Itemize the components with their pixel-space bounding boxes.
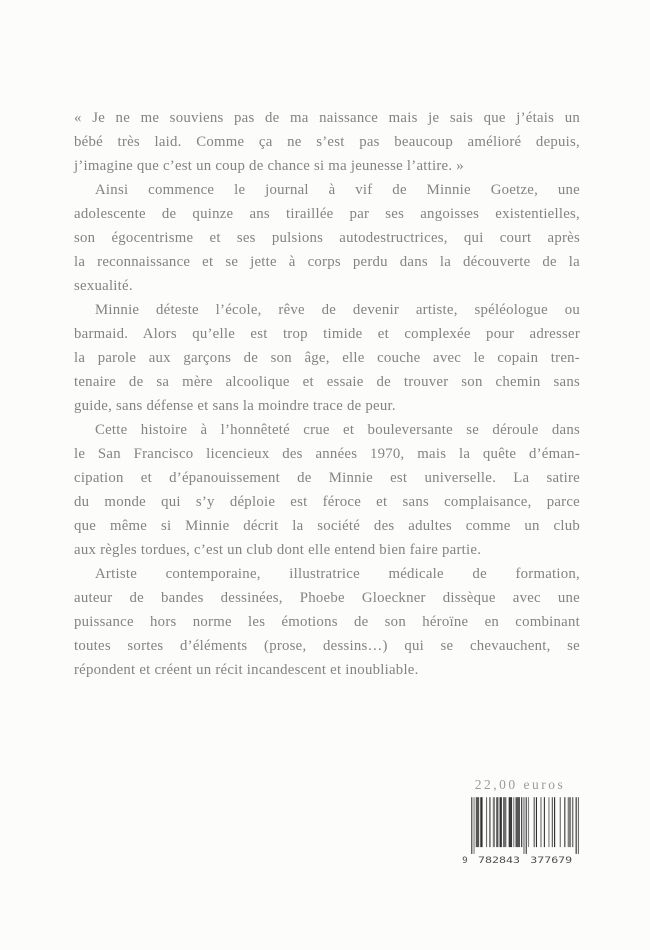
barcode-bar — [523, 797, 524, 854]
barcode-bar — [576, 797, 577, 854]
price-label: 22,00 euros — [474, 777, 566, 792]
barcode-bar — [534, 797, 535, 847]
text-line: que même si Minnie décrit la société des adultes comme un club — [74, 518, 580, 534]
text-line: la parole aux garçons de son âge, elle couche avec le copain tren- — [74, 350, 580, 366]
barcode-bar — [480, 797, 482, 847]
barcode-bar — [513, 797, 514, 847]
barcode-digits: 782843 — [478, 856, 520, 866]
text-line: « Je ne me souviens pas de ma naissance mais je sais que j’étais un — [74, 110, 580, 126]
text-line: Artiste contemporaine, illustratrice médicale de formation, — [95, 566, 580, 582]
barcode-bar — [486, 797, 487, 847]
barcode-bar — [500, 797, 502, 847]
text-line: cipation et d’épanouissement de Minnie est universelle. La satire — [74, 470, 580, 486]
text-line: répondent et créent un récit incandescent et inoubliable. — [74, 662, 419, 678]
text-line: j’imagine que c’est un coup de chance si ma jeunesse l’attire. » — [74, 158, 464, 174]
barcode-bar — [568, 797, 571, 847]
barcode-bar — [473, 797, 474, 854]
ean13-barcode — [458, 797, 582, 870]
barcode-bar — [536, 797, 537, 847]
ean13-barcode-graphic — [461, 797, 579, 870]
text-line: puissance hors norme les émotions de son héroïne en combinant — [74, 614, 580, 630]
barcode-bar — [496, 797, 498, 847]
price-barcode-block — [458, 777, 582, 870]
barcode-bar — [540, 797, 541, 847]
barcode-bar — [515, 797, 520, 847]
barcode-bar — [560, 797, 561, 847]
barcode-bar — [572, 797, 573, 847]
text-line: sexualité. — [74, 278, 133, 294]
text-line: Cette histoire à l’honnêteté crue et bouleversante se déroule dans — [95, 422, 580, 438]
barcode-bar — [544, 797, 545, 847]
barcode-bar — [564, 797, 565, 847]
text-line: toutes sortes d’éléments (prose, dessins…) qui se chevauchent, se — [74, 638, 580, 654]
barcode-bar — [471, 797, 472, 854]
barcode-bar — [521, 797, 522, 847]
barcode-digits: 377679 — [530, 856, 573, 866]
barcode-bar — [548, 797, 549, 847]
text-line: la reconnaissance et se jette à corps perdu dans la découverte de la — [74, 254, 580, 270]
text-line: le San Francisco licencieux des années 1970, mais la quête d’éman- — [74, 446, 580, 462]
barcode-bar — [526, 797, 527, 854]
barcode-bar — [493, 797, 495, 847]
barcode-bar — [554, 797, 555, 847]
text-line: barmaid. Alors qu’elle est trop timide et complexée pour adresser — [74, 326, 580, 342]
text-line: aux règles tordues, c’est un club dont elle entend bien faire partie. — [74, 542, 482, 558]
text-line: adolescente de quinze ans tiraillée par ses angoisses existentielles, — [74, 206, 580, 222]
barcode-bar — [509, 797, 512, 847]
text-line: Minnie déteste l’école, rêve de devenir artiste, spéléologue ou — [95, 302, 580, 318]
text-line: tenaire de sa mère alcoolique et essaie de trouver son chemin sans — [74, 374, 580, 390]
text-line: guide, sans défense et sans la moindre trace de peur. — [74, 398, 396, 414]
text-line: bébé très laid. Comme ça ne s’est pas beaucoup amélioré depuis, — [74, 134, 580, 150]
text-line: du monde qui s’y déploie est féroce et sans complaisance, parce — [74, 494, 580, 510]
text-line: Ainsi commence le journal à vif de Minnie Goetze, une — [95, 182, 580, 198]
barcode-bar — [503, 797, 506, 847]
barcode-bar — [528, 797, 529, 847]
barcode-bar — [476, 797, 479, 847]
barcode-bar — [489, 797, 490, 847]
barcode-bar — [578, 797, 579, 854]
text-line: auteur de bandes dessinées, Phoebe Gloeckner dissèque avec une — [74, 590, 580, 606]
barcode-bar — [552, 797, 553, 847]
text-line: son égocentrisme et ses pulsions autodestructrices, qui court après — [74, 230, 580, 246]
synopsis-text — [74, 106, 580, 682]
barcode-digits: 9 — [462, 856, 468, 866]
